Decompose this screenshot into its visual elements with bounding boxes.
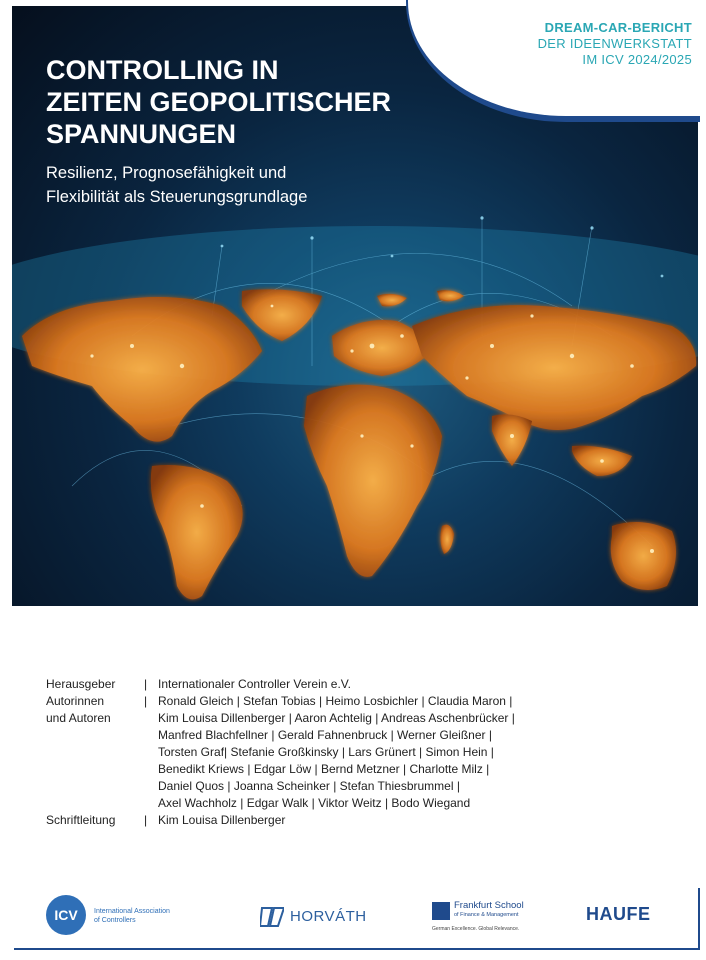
publisher-value: Internationaler Controller Verein e.V. xyxy=(158,677,352,691)
editor-row xyxy=(46,812,666,829)
frankfurt-school-logo-sub: of Finance & Management xyxy=(454,912,519,918)
editor-value: Kim Louisa Dillenberger xyxy=(158,813,286,827)
separator: | xyxy=(144,813,148,827)
separator: | xyxy=(144,677,148,691)
authors-line: Torsten Graf| Stefanie Großkinsky | Lars Grünert | Simon Hein | xyxy=(158,745,494,759)
authors-label-line: und Autoren xyxy=(46,711,111,725)
haufe-logo: HAUFE xyxy=(586,904,651,924)
authors-label-line: Autorinnen xyxy=(46,694,105,708)
report-subtitle xyxy=(46,161,446,209)
frankfurt-school-logo-icon xyxy=(432,902,450,920)
frankfurt-school-tagline: German Excellence. Global Relevance. xyxy=(432,926,520,932)
editor-label: Schriftleitung xyxy=(46,813,116,827)
credits-block xyxy=(46,676,666,829)
frankfurt-school-logo-name: Frankfurt School xyxy=(454,900,524,911)
authors-line: Ronald Gleich | Stefan Tobias | Heimo Losbichler | Claudia Maron | xyxy=(158,694,513,708)
horvath-logo-icon xyxy=(260,906,284,928)
authors-label xyxy=(46,693,144,812)
horvath-logo-name: HORVÁTH xyxy=(290,908,367,925)
title-line: ZEITEN GEOPOLITISCHER xyxy=(46,87,392,117)
title-line: SPANNUNGEN xyxy=(46,119,237,149)
publisher-row xyxy=(46,676,666,693)
authors-line: Axel Wachholz | Edgar Walk | Viktor Weitz | Bodo Wiegand xyxy=(158,796,471,810)
authors-list xyxy=(158,693,666,812)
subtitle-line: Resilienz, Prognosefähigkeit und xyxy=(46,164,287,182)
partner-logos xyxy=(14,888,700,950)
publisher-label: Herausgeber xyxy=(46,677,116,691)
authors-line: Manfred Blachfellner | Gerald Fahnenbruck | Werner Gleißner | xyxy=(158,728,492,742)
subtitle-line: Flexibilität als Steuerungsgrundlage xyxy=(46,188,308,206)
authors-line: Daniel Quos | Joanna Scheinker | Stefan Thiesbrummel | xyxy=(158,779,460,793)
separator: | xyxy=(144,694,148,708)
badge-line: IM ICV 2024/2025 xyxy=(582,52,692,67)
report-title xyxy=(46,54,446,150)
authors-line: Kim Louisa Dillenberger | Aaron Achtelig | Andreas Aschenbrücker | xyxy=(158,711,515,725)
icv-logo-mark: ICV xyxy=(46,895,86,935)
authors-row xyxy=(46,693,666,812)
icv-logo-name xyxy=(94,907,224,925)
authors-line: Benedikt Kriews | Edgar Löw | Bernd Metzner | Charlotte Milz | xyxy=(158,762,490,776)
badge-line: DREAM-CAR-BERICHT xyxy=(544,20,692,35)
title-line: CONTROLLING IN xyxy=(46,55,279,85)
badge-line: DER IDEENWERKSTATT xyxy=(537,36,692,51)
icv-name-line: of Controllers xyxy=(94,917,136,924)
icv-name-line: International Association xyxy=(94,908,170,915)
